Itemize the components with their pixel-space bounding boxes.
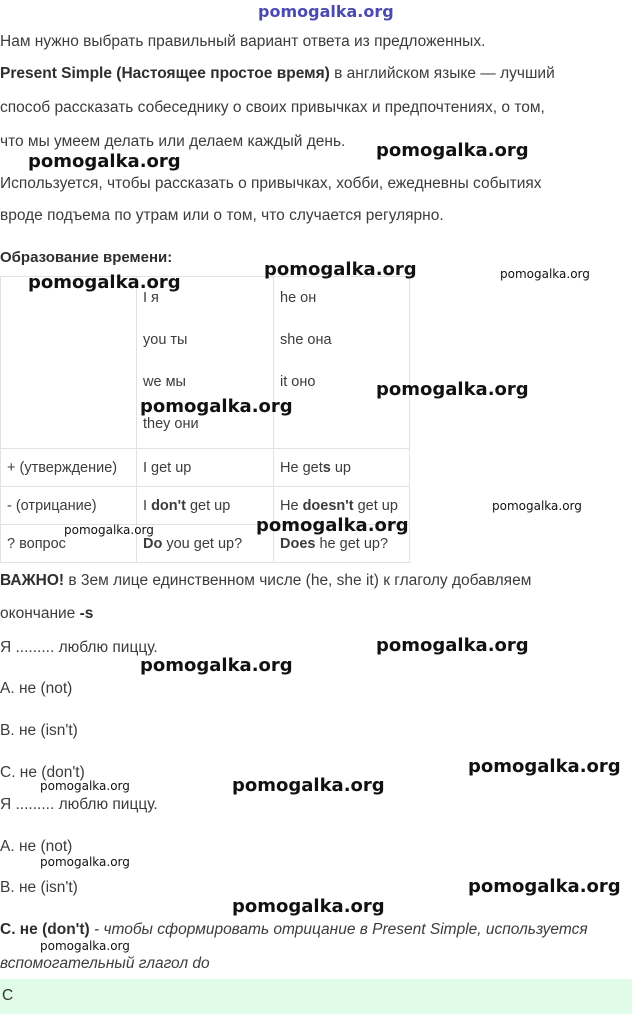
important-line1: ВАЖНО! в 3ем лице единственном числе (he, she it) к глаголу добавляем bbox=[0, 572, 532, 589]
watermark: pomogalka.org bbox=[468, 756, 621, 777]
present-simple-line3: что мы умеем делать или делаем каждый день. bbox=[0, 133, 346, 150]
option-b: B. не (isn't) bbox=[0, 722, 78, 739]
answer-box bbox=[0, 979, 632, 1014]
option-a: A. не (not) bbox=[0, 680, 73, 697]
watermark: pomogalka.org bbox=[232, 896, 385, 917]
important-label: ВАЖНО! bbox=[0, 572, 65, 589]
present-simple-term: Present Simple (Настоящее простое время) bbox=[0, 65, 330, 82]
watermark: pomogalka.org bbox=[492, 499, 582, 513]
pronoun-she: she она bbox=[280, 332, 332, 348]
question-2: Я ......... люблю пиццу. bbox=[0, 796, 158, 813]
pronoun-it: it оно bbox=[280, 374, 316, 390]
present-simple-line2: способ рассказать собеседнику о своих привычках и предпочтениях, о том, bbox=[0, 99, 545, 116]
usage-line1: Используется, чтобы рассказать о привычках, хобби, ежедневны событиях bbox=[0, 175, 542, 192]
table-row-label: ? вопрос bbox=[1, 525, 137, 563]
important-line2: окончание -s bbox=[0, 605, 94, 622]
watermark: pomogalka.org bbox=[40, 855, 130, 869]
table-cell: Do you get up? bbox=[137, 525, 274, 563]
explanation-line2: вспомогательный глагол do bbox=[0, 955, 210, 972]
watermark: pomogalka.org bbox=[500, 267, 590, 281]
watermark: pomogalka.org bbox=[264, 259, 417, 280]
present-simple-line1-rest: в английском языке — лучший bbox=[329, 65, 555, 82]
watermark: pomogalka.org bbox=[256, 515, 409, 536]
watermark: pomogalka.org bbox=[140, 396, 293, 417]
watermark: pomogalka.org bbox=[40, 779, 130, 793]
pronoun-i: I я bbox=[143, 290, 159, 306]
table-cell: He doesn't get up bbox=[274, 487, 410, 525]
watermark: pomogalka.org bbox=[376, 635, 529, 656]
watermark: pomogalka.org bbox=[28, 272, 181, 293]
table-row-label: + (утверждение) bbox=[1, 449, 137, 487]
pronoun-they: they они bbox=[143, 416, 199, 432]
watermark: pomogalka.org bbox=[376, 379, 529, 400]
pronoun-he: he он bbox=[280, 290, 317, 306]
option-b: B. не (isn't) bbox=[0, 879, 78, 896]
table-cell-pronouns-1 bbox=[137, 277, 274, 449]
watermark: pomogalka.org bbox=[232, 775, 385, 796]
table-cell-empty bbox=[1, 277, 137, 449]
present-simple-line1 bbox=[0, 65, 555, 83]
explanation-line1: C. не (don't) - чтобы сформировать отрицание в Present Simple, используется bbox=[0, 921, 588, 938]
usage-line2: вроде подъема по утрам или о том, что случается регулярно. bbox=[0, 207, 444, 224]
watermark: pomogalka.org bbox=[64, 523, 154, 537]
table-row-affirmative bbox=[1, 449, 410, 487]
table-cell: I don't get up bbox=[137, 487, 274, 525]
watermark: pomogalka.org bbox=[468, 876, 621, 897]
watermark: pomogalka.org bbox=[140, 655, 293, 676]
question-1: Я ......... люблю пиццу. bbox=[0, 639, 158, 656]
formation-title: Образование времени: bbox=[0, 249, 173, 266]
pronoun-you: you ты bbox=[143, 332, 188, 348]
table-cell: Does he get up? bbox=[274, 525, 410, 563]
pronoun-we: we мы bbox=[143, 374, 186, 390]
watermark: pomogalka.org bbox=[376, 140, 529, 161]
intro-text: Нам нужно выбрать правильный вариант ответа из предложенных. bbox=[0, 33, 486, 50]
table-row-label: - (отрицание) bbox=[1, 487, 137, 525]
table-row-pronouns bbox=[1, 277, 410, 449]
correct-option: C. не (don't) bbox=[0, 921, 90, 938]
table-cell-pronouns-2 bbox=[274, 277, 410, 449]
site-header[interactable]: pomogalka.org bbox=[258, 2, 394, 21]
option-c: C. не (don't) bbox=[0, 764, 85, 781]
answer-text: C bbox=[2, 987, 14, 1004]
table-cell: I get up bbox=[137, 449, 274, 487]
watermark: pomogalka.org bbox=[40, 939, 130, 953]
option-a: A. не (not) bbox=[0, 838, 73, 855]
watermark: pomogalka.org bbox=[28, 151, 181, 172]
table-cell: He gets up bbox=[274, 449, 410, 487]
